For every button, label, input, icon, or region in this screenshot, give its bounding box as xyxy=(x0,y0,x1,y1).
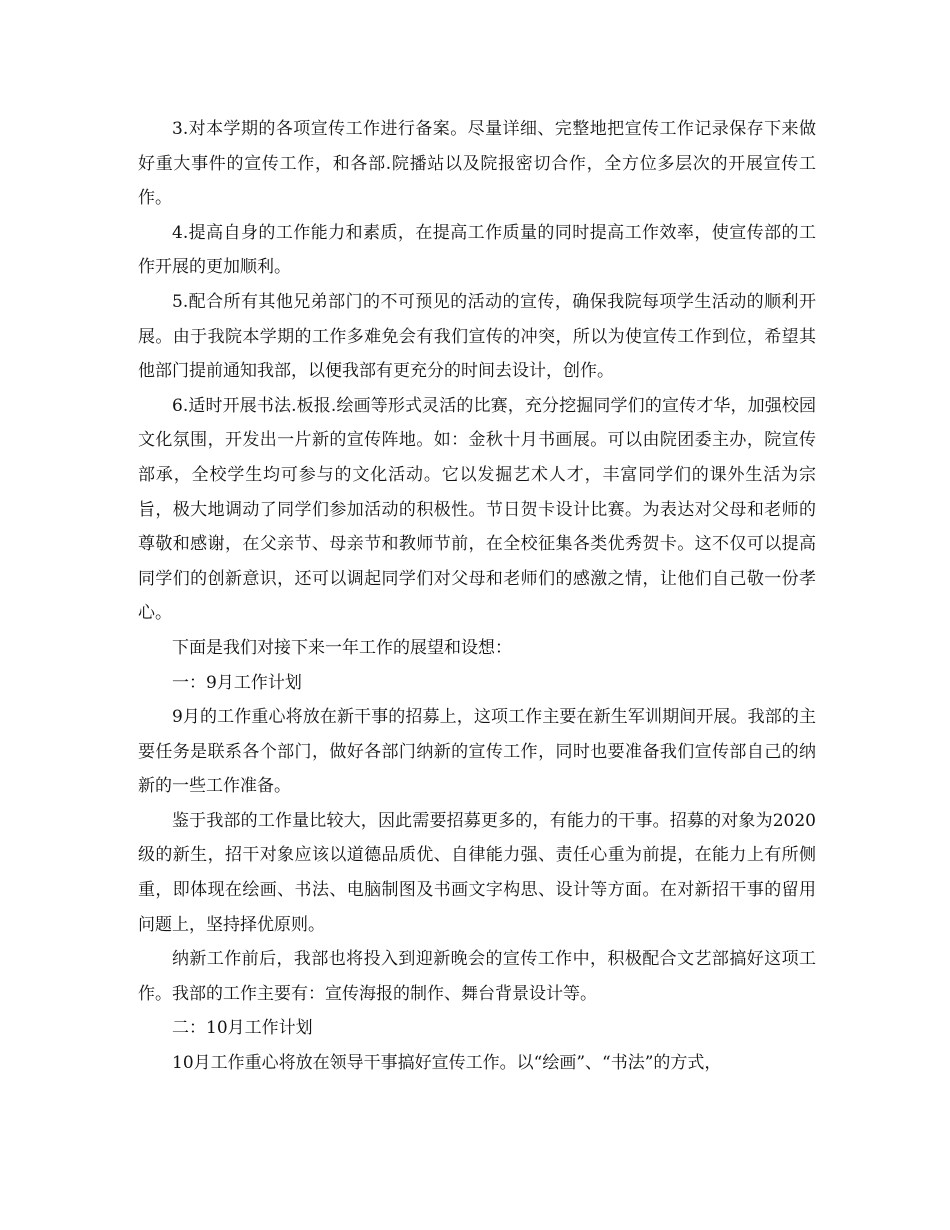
october-paragraph-1: 10月工作重心将放在领导干事搞好宣传工作。以“绘画”、“书法”的方式， xyxy=(172,1053,722,1074)
section-heading-september: 一：9月工作计划 xyxy=(172,672,302,693)
september-paragraph-2: 鉴于我部的工作量比较大，因此需要招募更多的，有能力的干事。招募的对象为2020级的新生，招干对象应该以道德品质优、自律能力强、责任心重为前提，在能力上有所侧重，即体现在绘画、书法、电脑制图及书画文字构思、设计等方面。在对新招干事的留用问题上，坚持择优原则。 xyxy=(138,810,816,935)
paragraph-item-4: 4.提高自身的工作能力和素质，在提高工作质量的同时提高工作效率，使宣传部的工作开展的更加顺利。 xyxy=(138,222,816,278)
outlook-intro: 下面是我们对接下来一年工作的展望和设想： xyxy=(172,637,512,658)
paragraph-item-6: 6.适时开展书法.板报.绘画等形式灵活的比赛，充分挖掘同学们的宣传才华，加强校园文化氛围，开发出一片新的宣传阵地。如：金秋十月书画展。可以由院团委主办，院宣传部承，全校学生均可参与的文化活动。它以发掘艺术人才，丰富同学们的课外生活为宗旨，极大地调动了同学们参加活动的积极性。节日贺卡设计比赛。为表达对父母和老师的尊敬和感谢，在父亲节、母亲节和教师节前，在全校征集各类优秀贺卡。这不仅可以提高同学们的创新意识，还可以调起同学们对父母和老师们的感激之情，让他们自己敬一份孝心。 xyxy=(138,395,816,624)
section-heading-october: 二：10月工作计划 xyxy=(172,1018,313,1039)
september-paragraph-1: 9月的工作重心将放在新干事的招募上，这项工作主要在新生军训期间开展。我部的主要任务是联系各个部门，做好各部门纳新的宣传工作，同时也要准备我们宣传部自己的纳新的一些工作准备。 xyxy=(138,707,816,797)
paragraph-item-3: 3.对本学期的各项宣传工作进行备案。尽量详细、完整地把宣传工作记录保存下来做好重大事件的宣传工作，和各部.院播站以及院报密切合作，全方位多层次的开展宣传工作。 xyxy=(138,119,816,209)
september-paragraph-3: 纳新工作前后，我部也将投入到迎新晚会的宣传工作中，积极配合文艺部搞好这项工作。我部的工作主要有：宣传海报的制作、舞台背景设计等。 xyxy=(138,949,816,1004)
paragraph-item-5: 5.配合所有其他兄弟部门的不可预见的活动的宣传，确保我院每项学生活动的顺利开展。由于我院本学期的工作多难免会有我们宣传的冲突，所以为使宣传工作到位，希望其他部门提前通知我部，以便我部有更充分的时间去设计，创作。 xyxy=(138,291,816,382)
document-page xyxy=(138,112,816,1081)
